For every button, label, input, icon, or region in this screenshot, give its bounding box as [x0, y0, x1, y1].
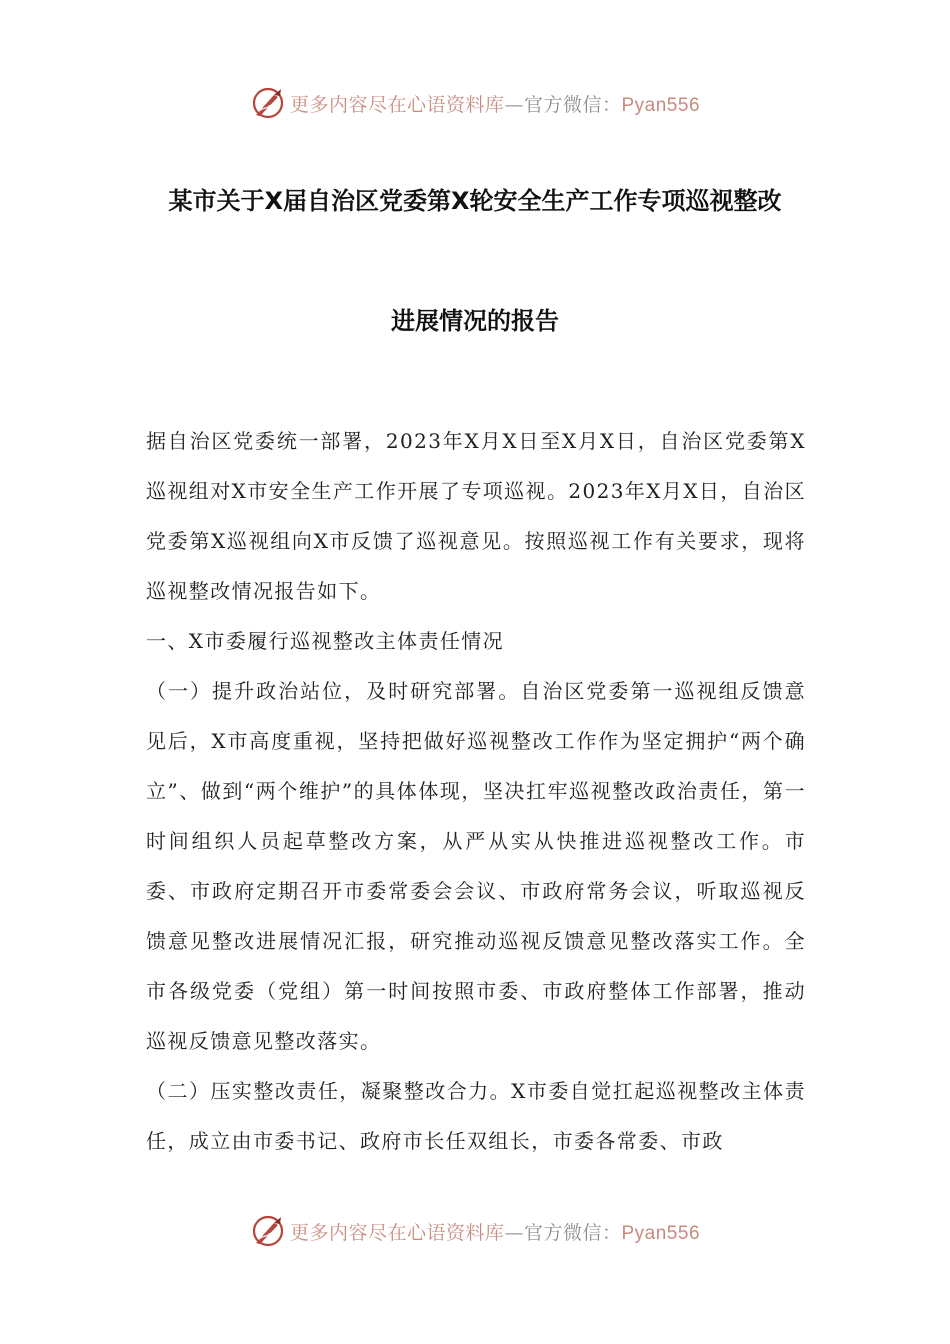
intro-paragraph: 据自治区党委统一部署，2023年X月X日至X月X日，自治区党委第X巡视组对X市安全生产工作开展了专项巡视。2023年X月X日，自治区党委第X巡视组向X市反馈了巡视意见。按照巡视工作有关要求，现将巡视整改情况报告如下。 [146, 429, 806, 603]
banner-separator: — [504, 1221, 524, 1244]
paragraph-item-2: （二）压实整改责任，凝聚整改合力。X市委自觉扛起巡视整改主体责任，成立由市委书记、政府市长任双组长，市委各常委、市政 [146, 1079, 806, 1153]
footer-watermark-banner [0, 1206, 950, 1256]
banner-wechat-id: Pyan556 [621, 94, 701, 116]
document-title-line-1: 某市关于X届自治区党委第X轮安全生产工作专项巡视整改 [168, 187, 782, 215]
header-watermark-banner [0, 78, 950, 128]
banner-wechat-label: 官方微信： [523, 1221, 622, 1244]
quill-pen-logo-icon [250, 1213, 286, 1249]
paragraph-item-1: （一）提升政治站位，及时研究部署。自治区党委第一巡视组反馈意见后，X市高度重视，坚持把做好巡视整改工作作为坚定拥护“两个确立”、做到“两个维护”的具体体现，坚决扛牢巡视整改政治责任，第一时间组织人员起草整改方案，从严从实从快推进巡视整改工作。市委、市政府定期召开市委常委会会议、市政府常务会议，听取巡视反馈意见整改进展情况汇报，研究推动巡视反馈意见整改落实工作。全市各级党委（党组）第一时间按照市委、市政府整体工作部署，推动巡视反馈意见整改落实。 [146, 679, 806, 1053]
banner-wechat-label: 官方微信： [523, 93, 622, 116]
banner-wechat-id: Pyan556 [621, 1222, 701, 1244]
banner-brand: 更多内容尽在心语资料库 [289, 1221, 505, 1244]
banner-brand: 更多内容尽在心语资料库 [289, 93, 505, 116]
quill-pen-logo-icon [250, 85, 286, 121]
banner-separator: — [504, 93, 524, 116]
document-title-line-2: 进展情况的报告 [391, 307, 559, 335]
section-heading: 一、X市委履行巡视整改主体责任情况 [146, 629, 505, 653]
document-body [146, 416, 806, 1166]
